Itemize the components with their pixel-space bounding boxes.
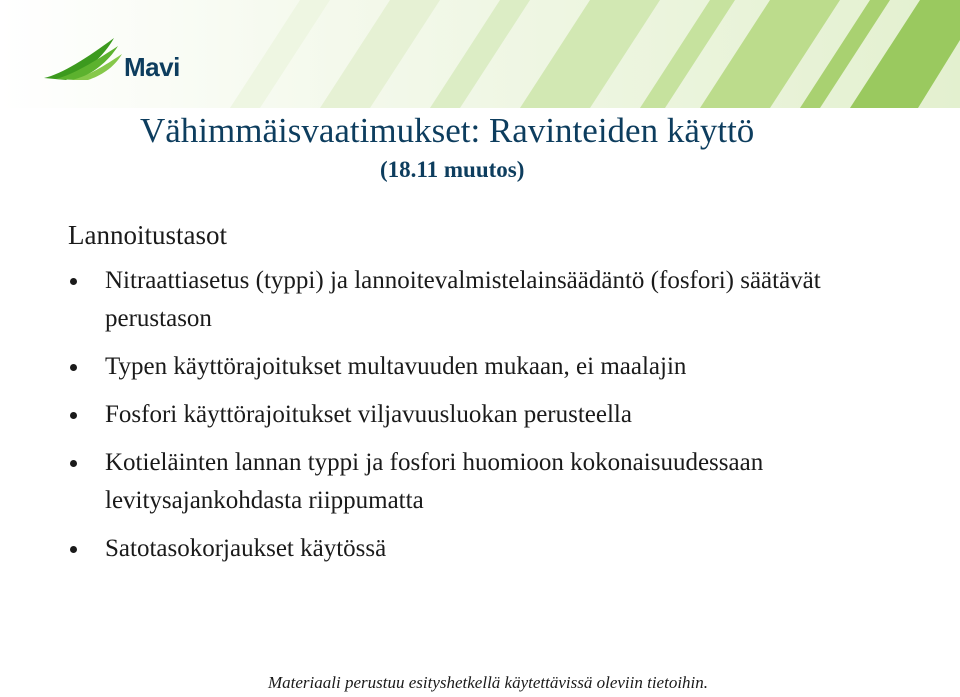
bullet-list: [68, 262, 928, 578]
bullet-item: [68, 444, 928, 520]
section-heading: Lannoitustasot: [68, 220, 227, 250]
bullet-item: [68, 530, 928, 568]
bullet-item: [68, 348, 928, 386]
bullet-dot-icon: [70, 460, 77, 467]
bullet-text: Typen käyttörajoitukset multavuuden mukaan, ei maalajin: [105, 353, 687, 380]
slide-title: Vähimmäisvaatimukset: Ravinteiden käyttö: [140, 111, 755, 150]
bullet-dot-icon: [70, 278, 77, 285]
bullet-item: [68, 396, 928, 434]
bullet-item: [68, 262, 928, 338]
bullet-text: Fosfori käyttörajoitukset viljavuusluokan perusteella: [105, 401, 632, 428]
bullet-dot-icon: [70, 412, 77, 419]
logo-text: Mavi: [124, 52, 180, 82]
slide-subtitle: (18.11 muutos): [380, 157, 525, 182]
logo-leaf-icon: [42, 34, 132, 84]
bullet-dot-icon: [70, 364, 77, 371]
bullet-text: Nitraattiasetus (typpi) ja lannoitevalmistelainsäädäntö (fosfori) säätävät perustason: [105, 267, 821, 332]
footer-disclaimer: Materiaali perustuu esityshetkellä käytettävissä oleviin tietoihin.: [268, 673, 709, 692]
bullet-dot-icon: [70, 546, 77, 553]
bullet-text: Kotieläinten lannan typpi ja fosfori huomioon kokonaisuudessaan levitysajankohdasta riippumatta: [105, 449, 764, 514]
bullet-text: Satotasokorjaukset käytössä: [105, 535, 387, 562]
